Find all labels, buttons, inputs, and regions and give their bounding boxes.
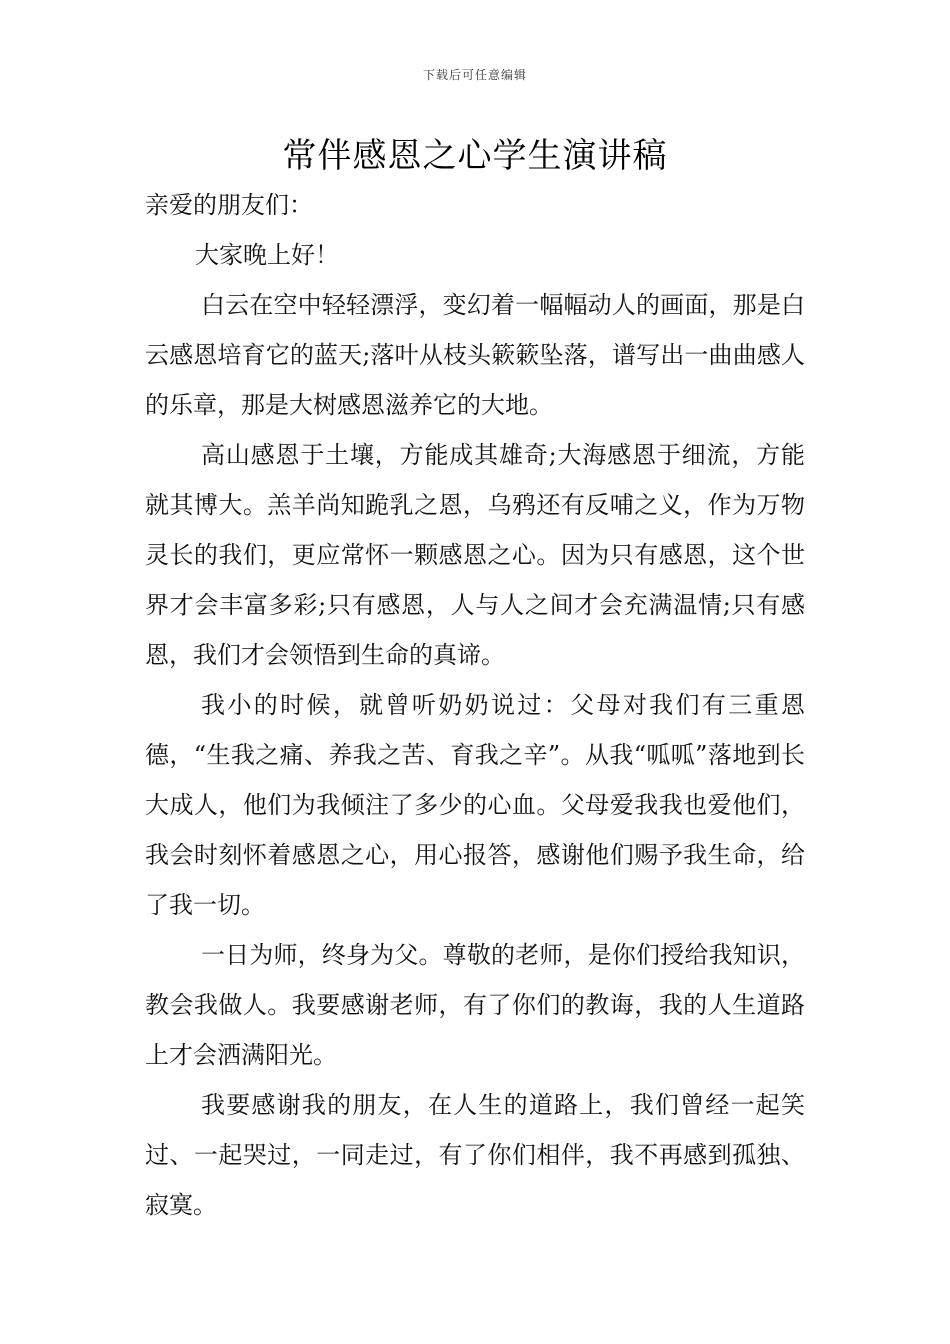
paragraph: 我小的时候，就曾听奶奶说过：父母对我们有三重恩德，“生我之痛、养我之苦、育我之辛”。从我“呱呱”落地到长大成人，他们为我倾注了多少的心血。父母爱我我也爱他们，我会时刻怀着感恩之心，用心报答，感谢他们赐予我生命，给了我一切。	[145, 691, 805, 919]
salutation: 亲爱的朋友们：	[145, 191, 313, 219]
paragraph: 高山感恩于土壤，方能成其雄奇;大海感恩于细流，方能就其博大。羔羊尚知跪乳之恩，乌鸦还有反哺之义，作为万物灵长的我们，更应常怀一颗感恩之心。因为只有感恩，这个世界才会丰富多彩;只有感恩，人与人之间才会充满温情;只有感恩，我们才会领悟到生命的真谛。	[145, 441, 805, 669]
paragraph: 白云在空中轻轻漂浮，变幻着一幅幅动人的画面，那是白云感恩培育它的蓝天;落叶从枝头簌簌坠落，谱写出一曲曲感人的乐章，那是大树感恩滋养它的大地。	[145, 291, 805, 419]
document-body	[145, 180, 805, 1230]
header-note: 下载后可任意编辑	[422, 68, 527, 82]
paragraph: 我要感谢我的朋友，在人生的道路上，我们曾经一起笑过、一起哭过，一同走过，有了你们相伴，我不再感到孤独、寂寞。	[145, 1091, 805, 1219]
paragraph: 一日为师，终身为父。尊敬的老师，是你们授给我知识，教会我做人。我要感谢老师，有了你们的教诲，我的人生道路上才会洒满阳光。	[145, 941, 805, 1069]
document-title: 常伴感恩之心学生演讲稿	[282, 136, 668, 176]
greeting: 大家晚上好！	[195, 241, 339, 269]
